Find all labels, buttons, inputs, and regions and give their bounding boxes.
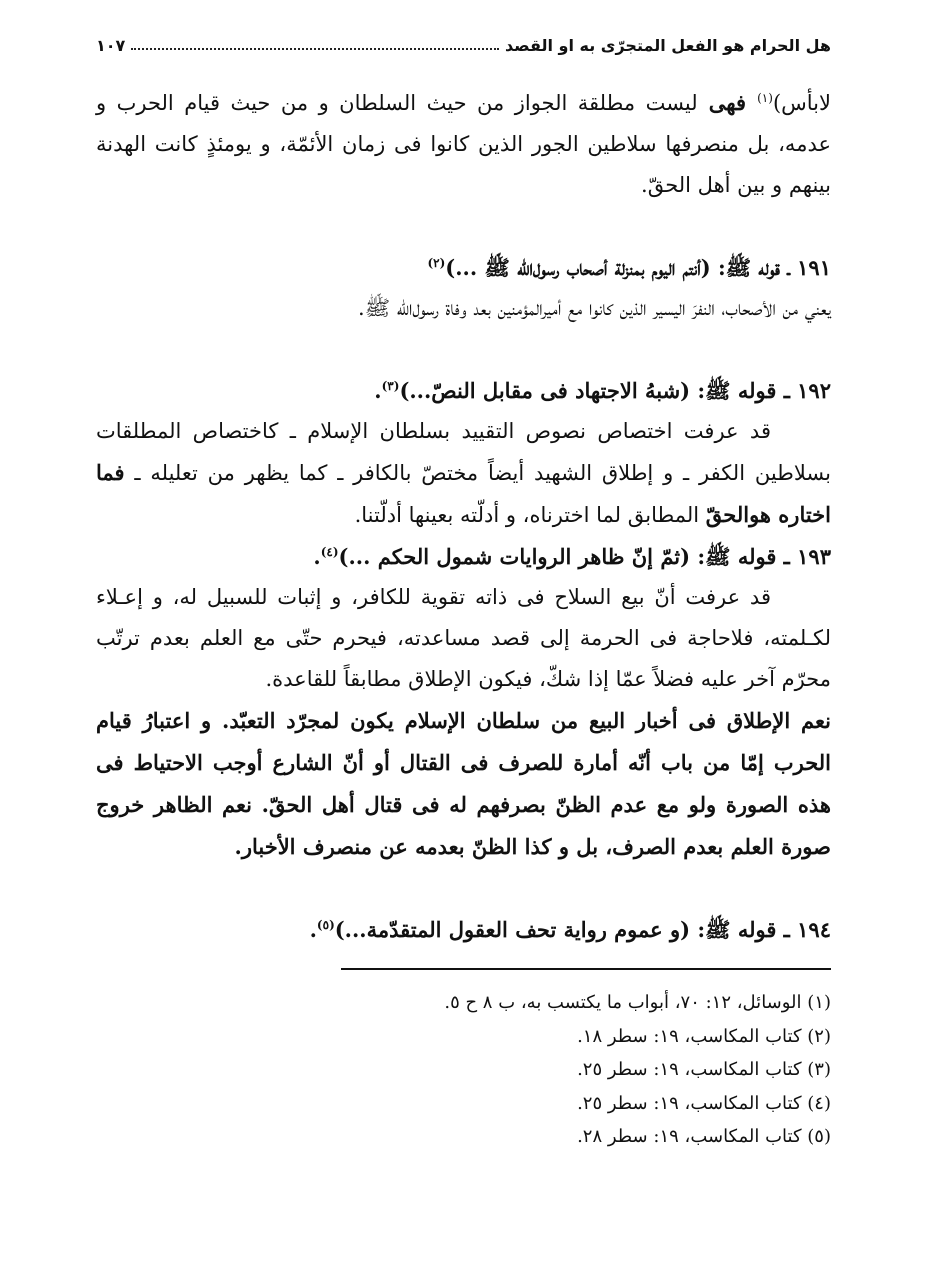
text-segment: نعم الإطلاق فى أخبار البيع من سلطان الإسلام يكون لمجرّد التعبّد. و اعتبارُ قيام الحرب إمّا من باب أنّه أمارة للصرف فى القتال أو أنّ الشارع أوجب الاحتياط فى هذه الصورة ولو مع عدم الظنّ بصرفهم له فى قتال أهل الحقّ. نعم الظاهر خروج صورة العلم بعدم الصرف، بل و كذا الظنّ بعدمه عن منصرف الأخبار. [96, 708, 831, 859]
text-segment: قد عرفت أنّ بيع السلاح فى ذاته تقوية للكافر، و إثبات للسبيل له، و إعـلاء لكـلمته، فلاحاجة فى الحرمة إلى قصد مساعدته، فيحرم حتّى مع العلم بعدم ترتّب محرّم آخر عليه فضلاً عمّا إذا شكّ، فيكون الإطلاق مطابقاً للقاعدة. [96, 585, 831, 691]
heading-text: ١٩٢ ـ قوله ﷺ: (شبهُ الاجتهاد فى مقابل النصّ...) [399, 378, 831, 403]
paragraph [96, 577, 831, 700]
footnote-ref: (٤) [320, 545, 339, 559]
footnote-item: (٣) كتاب المكاسب، ١٩: سطر ٢٥. [577, 1059, 831, 1080]
running-header [96, 36, 831, 55]
heading-tail: . [374, 378, 382, 403]
text-segment: فما اختاره هوالحقّ [96, 460, 831, 527]
heading-tail: . [309, 917, 317, 942]
commentary-heading [96, 247, 831, 288]
paragraph-gap [96, 329, 831, 370]
text-segment: يعني من الأصحاب، النفرَ اليسير الذين كانوا مع أميرالمؤمنين بعد وفاة رسول‌الله ﷺ. [358, 296, 831, 320]
paragraph-gap [96, 206, 831, 247]
paragraph [96, 288, 831, 329]
heading-text: ١٩٣ ـ قوله ﷺ: (ثمّ إنّ ظاهر الروايات شمول الحكم ...) [338, 544, 831, 569]
paragraph [96, 700, 831, 868]
header-dot-leader [131, 48, 499, 50]
text-segment: قد عرفت اختصاص نصوص التقييد بسلطان الإسلام ـ كاختصاص المطلقات بسلاطين الكفر ـ و إطلاق الشهيد أيضاً مختصّ بالكافر ـ كما يظهر من تعليله ـ [96, 419, 831, 485]
footnote-ref: (٢) [427, 256, 446, 270]
footnote-ref: (٣) [381, 379, 400, 393]
paragraph [96, 82, 831, 206]
footnote-ref: (١) [757, 91, 773, 105]
heading-text: ١٩٤ ـ قوله ﷺ: (و عموم رواية تحف العقول المتقدّمة...) [334, 917, 831, 942]
running-title: هل الحرام هو الفعل المتجرّى به او القصد [504, 36, 831, 55]
commentary-heading [96, 909, 831, 950]
footnote-item: (٢) كتاب المكاسب، ١٩: سطر ١٨. [577, 1025, 831, 1047]
paragraph [96, 411, 831, 536]
footnote-divider [341, 968, 831, 970]
heading-text: ١٩١ ـ قوله ﷺ: (أنتم اليوم بمنزلة أصحاب رسول‌الله ﷺ ...) [445, 255, 831, 280]
footnote-item: (١) الوسائل، ١٢: ٧٠، أبواب ما يكتسب به، ب ٨ ح ٥. [444, 992, 831, 1013]
heading-tail: . [313, 544, 321, 569]
text-segment: ليست مطلقة الجواز من حيث السلطان و من حيث قيام الحرب و عدمه، بل منصرفها سلاطين الجور الذين كانوا فى زمان الأئمّة، و يومئذٍ كانت الهدنة بينهم و بين أهل الحقّ. [96, 91, 831, 197]
footnote-ref: (٥) [316, 918, 335, 932]
page-number: ١٠٧ [96, 36, 126, 55]
footnotes [96, 986, 831, 1154]
commentary-heading [96, 370, 831, 411]
text-segment: فهى [697, 90, 758, 115]
paragraph-gap [96, 868, 831, 909]
footnote-item: (٥) كتاب المكاسب، ١٩: سطر ٢٨. [577, 1126, 831, 1147]
main-text [96, 82, 831, 950]
text-segment: لابأس) [772, 91, 831, 115]
text-segment: المطابق لما اخترناه، و أدلّته بعينها أدلّتنا. [354, 503, 706, 527]
footnote-item: (٤) كتاب المكاسب، ١٩: سطر ٢٥. [577, 1092, 831, 1114]
commentary-heading [96, 536, 831, 577]
